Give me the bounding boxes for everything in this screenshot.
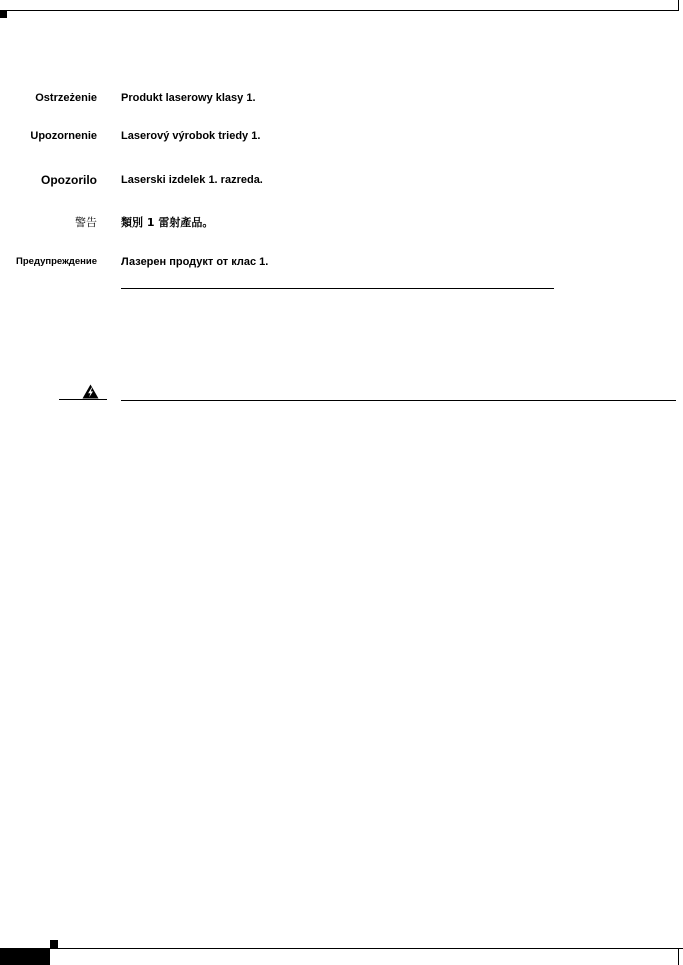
language-label: Upozornenie	[30, 130, 97, 142]
warning-row-chinese	[0, 215, 683, 235]
warning-icon-underline	[59, 399, 107, 400]
footer-rule	[0, 948, 683, 949]
footer-right-tick	[678, 948, 679, 965]
header-right-tick	[678, 0, 679, 11]
header-rule	[0, 10, 679, 11]
warning-triangle-lightning-icon	[82, 384, 99, 399]
language-label: Ostrzeżenie	[35, 92, 97, 104]
warning-row-slovenian	[0, 172, 683, 192]
header-marker	[0, 11, 7, 18]
language-label: 警告	[75, 216, 97, 229]
warning-text: Laserový výrobok triedy 1.	[121, 130, 261, 142]
statement-end-rule	[121, 288, 554, 289]
warning-text: Produkt laserowy klasy 1.	[121, 92, 256, 104]
footer-marker	[50, 940, 58, 948]
warning-row-slovak	[0, 128, 683, 148]
warning-text: 類別 1 雷射產品。	[121, 216, 214, 229]
warning-text: Laserski izdelek 1. razreda.	[121, 174, 263, 186]
language-label: Opozorilo	[41, 173, 97, 187]
warning-row-polish	[0, 90, 683, 110]
warning-row-bulgarian	[0, 254, 683, 274]
warning-text: Лазерен продукт от клас 1.	[121, 256, 269, 268]
footer-page-tab	[0, 948, 50, 965]
language-label: Предупреждение	[16, 256, 97, 267]
warning-section-rule	[121, 400, 676, 401]
